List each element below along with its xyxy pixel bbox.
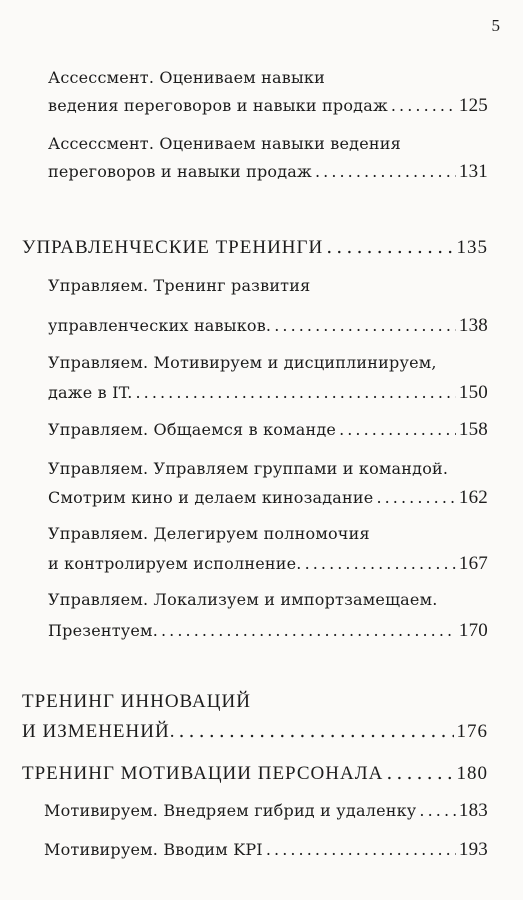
dot-leader [161,617,456,645]
dot-leader [376,484,455,512]
toc-page-number: 125 [458,95,488,116]
toc-entry-line: Ассессмент. Оцениваем навыки ведения [48,134,401,153]
toc-entry-line: переговоров и навыки продаж [48,162,312,181]
toc-entry-line: Ассессмент. Оцениваем навыки [48,68,325,87]
dot-leader [274,312,456,340]
toc-section-title: ТРЕНИНГ ИННОВАЦИЙ [22,691,251,712]
toc-entry-line: Управляем. Тренинг развития [48,276,311,295]
toc-entry-line: ведения переговоров и навыки продаж [48,96,388,115]
toc-page-number: 183 [458,800,488,821]
toc-entry-line: и контролируем исполнение. [48,554,302,573]
toc-section-title: УПРАВЛЕНЧЕСКИЕ ТРЕНИНГИ [22,237,324,258]
dot-leader [266,836,456,864]
dot-leader [386,759,453,787]
toc-entry-line: Управляем. Мотивируем и дисциплинируем, [48,353,437,372]
toc-entry-line: управленческих навыков. [48,316,272,335]
toc-entry-line: Управляем. Общаемся в команде [48,420,337,439]
toc-entry-line: Мотивируем. Вводим KPI [44,840,263,859]
toc-page-number: 158 [458,419,488,440]
toc-page-number: 138 [458,315,488,336]
toc-page-number: 176 [456,721,488,742]
dot-leader [315,158,456,186]
toc-section-title: И ИЗМЕНЕНИЙ. [22,721,176,742]
toc-entry-line: Управляем. Управляем группами и командой. [48,459,449,478]
dot-leader [391,92,456,120]
dot-leader [135,379,455,407]
toc-entry-line: Управляем. Локализуем и импортзамещаем. [48,590,438,609]
toc-page-number: 150 [458,382,488,403]
toc-page-number: 131 [458,161,488,182]
toc-page-number: 193 [458,839,488,860]
toc-entry-line: Смотрим кино и делаем кинозадание [48,488,374,507]
toc-page-number: 170 [458,620,488,641]
toc-entry-line: Мотивируем. Внедряем гибрид и удаленку [44,801,417,820]
dot-leader [178,717,453,745]
toc-page-number: 135 [456,237,488,258]
dot-leader [305,550,456,578]
toc-page-number: 167 [458,553,488,574]
toc-entry-line: Управляем. Делегируем полномочия [48,524,370,543]
toc-entry-line: Презентуем. [48,621,158,640]
dot-leader [419,797,455,825]
toc-entry-line: даже в IT. [48,383,133,402]
toc-page-number: 162 [458,487,488,508]
dot-leader [326,233,453,261]
dot-leader [339,416,456,444]
toc-section-title: ТРЕНИНГ МОТИВАЦИИ ПЕРСОНАЛА [22,763,384,784]
toc-page-number: 180 [456,763,488,784]
page-number: 5 [491,16,500,35]
